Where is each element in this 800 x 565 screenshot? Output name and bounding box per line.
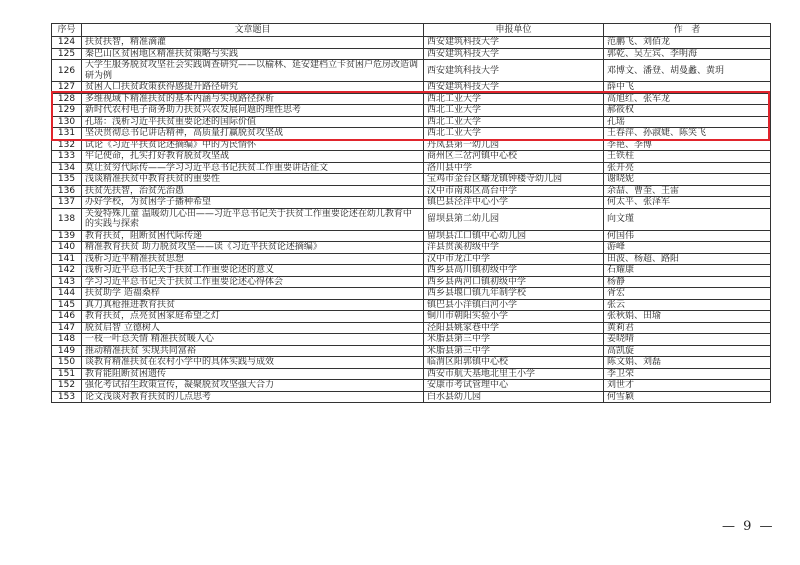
row-author: 向文瑾	[604, 208, 771, 230]
table-row	[52, 139, 771, 151]
row-unit: 西安市航天基地北里王小学	[424, 368, 604, 380]
row-title: 强化考试招生政策宣传，凝聚脱贫攻坚强大合力	[82, 380, 424, 392]
row-unit: 安康市考试管理中心	[424, 380, 604, 392]
row-author: 邓博文、潘登、胡曼蠡、黄玥	[604, 60, 771, 82]
row-author: 余喆、曹奎、王雷	[604, 185, 771, 197]
row-author: 李艳、李博	[604, 139, 771, 151]
row-num: 138	[52, 208, 82, 230]
row-num: 145	[52, 299, 82, 311]
row-title: 精准教育扶贫 助力脱贫攻坚——读《习近平扶贫论述摘编》	[82, 242, 424, 254]
row-num: 131	[52, 128, 82, 140]
row-unit: 镇巴县小洋镇白河小学	[424, 299, 604, 311]
row-unit: 汉中市南郑区高台中学	[424, 185, 604, 197]
table-row	[52, 116, 771, 128]
row-num: 143	[52, 276, 82, 288]
row-title: 脱贫启智 立德树人	[82, 322, 424, 334]
row-num: 137	[52, 197, 82, 209]
row-author: 游峰	[604, 242, 771, 254]
row-title: 办好学校，为贫困学子播种希望	[82, 197, 424, 209]
row-author: 范鹏飞、刘佰龙	[604, 37, 771, 49]
row-title: 莫让贫穷代际传——学习习近平总书记扶贫工作重要讲话征文	[82, 162, 424, 174]
page-number: — 9 —	[722, 519, 775, 534]
row-title: 推动精准扶贫 实现共同富裕	[82, 345, 424, 357]
row-title: 教育扶贫，点亮贫困家庭希望之灯	[82, 311, 424, 323]
table-row	[52, 162, 771, 174]
row-num: 124	[52, 37, 82, 49]
table-row	[52, 276, 771, 288]
row-title: 真刀真枪推进教育扶贫	[82, 299, 424, 311]
row-author: 高凯旋	[604, 345, 771, 357]
header-unit: 申报单位	[424, 24, 604, 37]
row-unit: 洛川县中学	[424, 162, 604, 174]
row-num: 148	[52, 334, 82, 346]
row-unit: 泾阳县姚家巷中学	[424, 322, 604, 334]
row-num: 150	[52, 357, 82, 369]
row-num: 128	[52, 93, 82, 105]
table-row	[52, 357, 771, 369]
row-author: 郝筱权	[604, 105, 771, 117]
row-num: 132	[52, 139, 82, 151]
table-row	[52, 208, 771, 230]
table-row	[52, 197, 771, 209]
row-title: 浅析习近平精准扶贫思想	[82, 253, 424, 265]
row-unit: 临渭区阳郭镇中心校	[424, 357, 604, 369]
row-title: 大学生服务脱贫攻坚社会实践调查研究——以榆林、延安建档立卡贫困户危房改造调研为例	[82, 60, 424, 82]
row-author: 石耀康	[604, 265, 771, 277]
row-author: 刘世才	[604, 380, 771, 392]
table-header-row	[52, 24, 771, 37]
row-num: 152	[52, 380, 82, 392]
row-author: 郭乾、吴左宾、李明海	[604, 48, 771, 60]
row-num: 135	[52, 174, 82, 186]
row-author: 何国伟	[604, 230, 771, 242]
row-unit: 西北工业大学	[424, 93, 604, 105]
row-title: 论文浅谈对教育扶贫的几点思考	[82, 391, 424, 403]
row-title: 坚决贯彻总书记讲话精神，高质量打赢脱贫攻坚战	[82, 128, 424, 140]
row-num: 146	[52, 311, 82, 323]
row-title: 扶贫先扶智，治贫先治愚	[82, 185, 424, 197]
row-author: 张秋娟、田瑜	[604, 311, 771, 323]
row-author: 何太平、张泽军	[604, 197, 771, 209]
header-author: 作 者	[604, 24, 771, 37]
row-unit: 西北工业大学	[424, 105, 604, 117]
row-title: 教育能阻断贫困遗传	[82, 368, 424, 380]
row-num: 130	[52, 116, 82, 128]
row-title: 孔瑶：浅析习近平扶贫重要论述的国际价值	[82, 116, 424, 128]
row-title: 扶贫扶智，精准滴灌	[82, 37, 424, 49]
row-num: 139	[52, 230, 82, 242]
row-unit: 西安建筑科技大学	[424, 37, 604, 49]
table-row	[52, 311, 771, 323]
row-author: 陈文娟、刘磊	[604, 357, 771, 369]
table-row	[52, 185, 771, 197]
row-unit: 铜川市朝阳实验小学	[424, 311, 604, 323]
table-row	[52, 380, 771, 392]
row-unit: 留坝县第二幼儿园	[424, 208, 604, 230]
row-num: 129	[52, 105, 82, 117]
table-row	[52, 334, 771, 346]
row-title: 浅析习近平总书记关于扶贫工作重要论述的意义	[82, 265, 424, 277]
row-num: 134	[52, 162, 82, 174]
row-unit: 西安建筑科技大学	[424, 48, 604, 60]
table-row	[52, 391, 771, 403]
row-unit: 西乡县高川镇初级中学	[424, 265, 604, 277]
row-unit: 洋县贯溪初级中学	[424, 242, 604, 254]
row-author: 胥宏	[604, 288, 771, 300]
row-author: 孔瑶	[604, 116, 771, 128]
row-unit: 米脂县第三中学	[424, 345, 604, 357]
table-row	[52, 151, 771, 163]
row-unit: 西安建筑科技大学	[424, 60, 604, 82]
row-author: 李卫荣	[604, 368, 771, 380]
row-title: 新时代农村电子商务助力扶贫兴农发展问题的理性思考	[82, 105, 424, 117]
row-title: 谈教育精准扶贫在农村小学中的具体实践与成效	[82, 357, 424, 369]
row-num: 127	[52, 82, 82, 94]
row-author: 谢晓妮	[604, 174, 771, 186]
row-num: 147	[52, 322, 82, 334]
row-unit: 留坝县江口镇中心幼儿园	[424, 230, 604, 242]
row-unit: 米脂县第三中学	[424, 334, 604, 346]
table-row	[52, 299, 771, 311]
table-row	[52, 230, 771, 242]
row-author: 何雪颖	[604, 391, 771, 403]
row-num: 133	[52, 151, 82, 163]
row-title: 一枝一叶总关情 精准扶贫暖人心	[82, 334, 424, 346]
table-row	[52, 368, 771, 380]
row-unit: 丹凤县第一幼儿园	[424, 139, 604, 151]
row-num: 151	[52, 368, 82, 380]
row-unit: 西北工业大学	[424, 128, 604, 140]
row-unit: 白水县幼儿园	[424, 391, 604, 403]
table-row	[52, 60, 771, 82]
row-num: 126	[52, 60, 82, 82]
row-num: 144	[52, 288, 82, 300]
header-title: 文章题目	[82, 24, 424, 37]
row-title: 牢记使命，扎实打好教育脱贫攻坚战	[82, 151, 424, 163]
row-title: 学习习近平总书记关于扶贫工作重要论述心得体会	[82, 276, 424, 288]
row-author: 张云	[604, 299, 771, 311]
table-row	[52, 242, 771, 254]
row-author: 田波、杨超、路阳	[604, 253, 771, 265]
row-unit: 西安建筑科技大学	[424, 82, 604, 94]
row-author: 姜晓晴	[604, 334, 771, 346]
row-unit: 宝鸡市金台区蟠龙镇钟楼寺幼儿园	[424, 174, 604, 186]
row-title: 关爱特殊儿童 温暖幼儿心田——习近平总书记关于扶贫工作重要论述在幼儿教育中的实践与探索	[82, 208, 424, 230]
row-title: 多维视域下精准扶贫的基本内涵与实现路径探析	[82, 93, 424, 105]
header-num: 序号	[52, 24, 82, 37]
row-author: 张开亮	[604, 162, 771, 174]
table-row	[52, 253, 771, 265]
row-author: 薛中飞	[604, 82, 771, 94]
table-row	[52, 265, 771, 277]
row-author: 王铁柱	[604, 151, 771, 163]
row-unit: 西乡县两河口镇初级中学	[424, 276, 604, 288]
row-unit: 镇巴县泾洋中心小学	[424, 197, 604, 209]
row-title: 试论《习近平扶贫论述摘编》中的为民情怀	[82, 139, 424, 151]
table-row	[52, 37, 771, 49]
table-row	[52, 93, 771, 105]
row-title: 扶贫助学 造福桑梓	[82, 288, 424, 300]
row-unit: 西乡县堰口镇九年制学校	[424, 288, 604, 300]
table-row	[52, 48, 771, 60]
row-author: 高旭红、张军龙	[604, 93, 771, 105]
row-num: 141	[52, 253, 82, 265]
table-row	[52, 82, 771, 94]
row-num: 140	[52, 242, 82, 254]
row-title: 浅谈精准扶贫中教育扶贫的重要性	[82, 174, 424, 186]
row-unit: 汉中市龙江中学	[424, 253, 604, 265]
row-unit: 西北工业大学	[424, 116, 604, 128]
table-row	[52, 345, 771, 357]
table-row	[52, 105, 771, 117]
row-num: 142	[52, 265, 82, 277]
awards-table	[51, 23, 771, 403]
row-unit: 商州区三岔河镇中心校	[424, 151, 604, 163]
row-num: 149	[52, 345, 82, 357]
row-title: 教育扶贫，阻断贫困代际传递	[82, 230, 424, 242]
table-row	[52, 322, 771, 334]
table-row	[52, 174, 771, 186]
row-num: 125	[52, 48, 82, 60]
row-title: 秦巴山区贫困地区精准扶贫策略与实践	[82, 48, 424, 60]
table-row	[52, 128, 771, 140]
row-num: 153	[52, 391, 82, 403]
row-author: 王春萍、孙淑婕、陈笑飞	[604, 128, 771, 140]
row-author: 黄莉君	[604, 322, 771, 334]
row-author: 杨静	[604, 276, 771, 288]
row-title: 贫困人口扶贫政策获得感提升路径研究	[82, 82, 424, 94]
table-body	[52, 37, 771, 403]
row-num: 136	[52, 185, 82, 197]
table-row	[52, 288, 771, 300]
